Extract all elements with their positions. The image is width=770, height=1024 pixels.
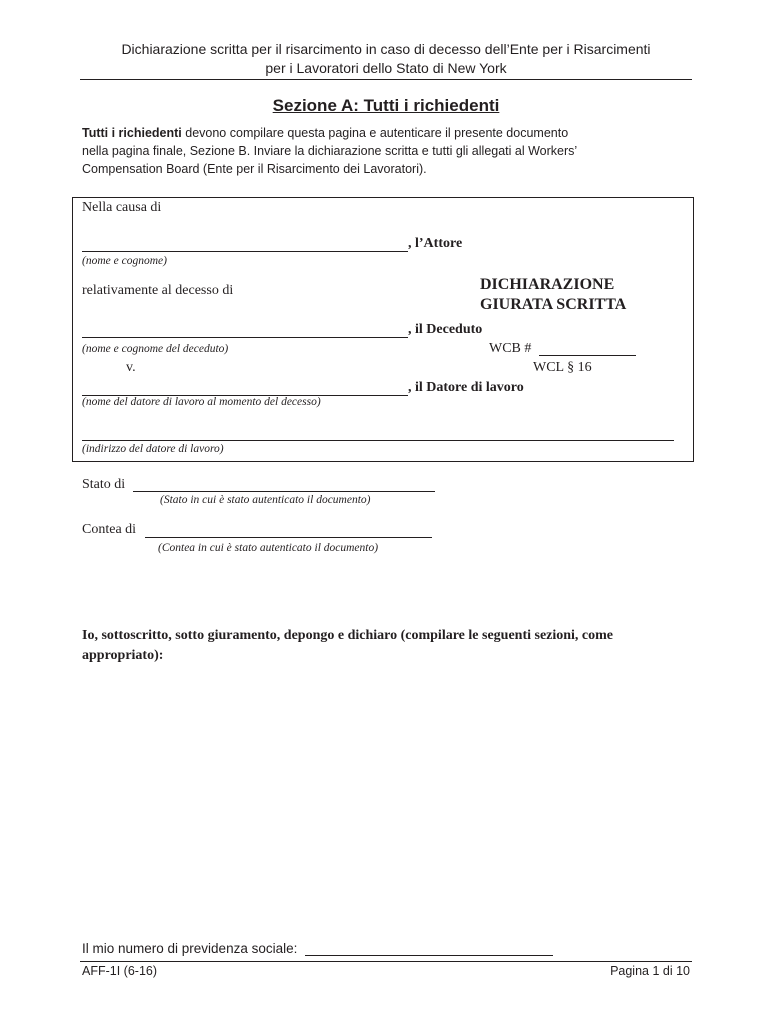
ssn-label: Il mio numero di previdenza sociale:: [82, 941, 298, 956]
intro-line2: nella pagina finale, Sezione B. Inviare la dichiarazione scritta e tutti gli allegati al Workers’: [82, 144, 578, 158]
employer-hint: (nome del datore di lavoro al momento del decesso): [82, 396, 321, 408]
form-code: AFF-1I (6-16): [82, 964, 158, 978]
plaintiff-label: , l’Attore: [408, 236, 463, 251]
oath-line1: Io, sottoscritto, sotto giuramento, depongo e dichiaro (compilare le seguenti sezioni, come: [82, 628, 614, 643]
header-title-line2: per i Lavoratori dello Stato di New York: [265, 60, 507, 76]
page-number: Pagina 1 di 10: [610, 964, 690, 978]
employer-address-field[interactable]: [82, 440, 674, 441]
wcb-number-field[interactable]: [539, 355, 636, 356]
section-heading: Sezione A: Tutti i richiedenti: [272, 96, 500, 115]
county-label: Contea di: [82, 522, 137, 537]
regarding-death-label: relativamente al decesso di: [82, 283, 234, 298]
employer-address-hint: (indirizzo del datore di lavoro): [82, 443, 224, 455]
deceased-hint: (nome e cognome del deceduto): [82, 343, 229, 355]
county-field[interactable]: [145, 537, 432, 538]
deceased-label: , il Deceduto: [408, 322, 483, 337]
document-header: [80, 40, 692, 78]
state-label: Stato di: [82, 477, 126, 492]
doc-title-line1: DICHIARAZIONE: [480, 276, 615, 293]
header-divider: [80, 79, 692, 80]
footer-divider: [80, 961, 692, 962]
versus-label: v.: [126, 360, 136, 375]
oath-line2: appropriato):: [82, 648, 164, 663]
county-hint: (Contea in cui è stato autenticato il documento): [158, 542, 379, 554]
plaintiff-hint: (nome e cognome): [82, 255, 167, 267]
header-title-line1: Dichiarazione scritta per il risarcimento in caso di decesso dell’Ente per i Risarcimenti: [121, 41, 651, 57]
wcb-number-label: WCB #: [489, 341, 532, 356]
intro-line1: devono compilare questa pagina e autenticare il presente documento: [181, 126, 569, 140]
state-hint: (Stato in cui è stato autenticato il documento): [160, 494, 371, 506]
plaintiff-name-field[interactable]: [82, 251, 408, 252]
intro-paragraph: [82, 124, 682, 178]
state-field[interactable]: [133, 491, 435, 492]
intro-line3: Compensation Board (Ente per il Risarcimento dei Lavoratori).: [82, 162, 427, 176]
case-caption-box: [72, 197, 694, 462]
in-the-matter-label: Nella causa di: [82, 200, 162, 215]
doc-title-line2: GIURATA SCRITTA: [480, 296, 627, 313]
wcl-section-label: WCL § 16: [533, 360, 592, 375]
ssn-field[interactable]: [305, 955, 553, 956]
deceased-name-field[interactable]: [82, 337, 408, 338]
oath-statement: [82, 626, 682, 666]
employer-label: , il Datore di lavoro: [408, 380, 524, 395]
document-type-title: [480, 275, 626, 315]
intro-bold: Tutti i richiedenti: [82, 126, 182, 140]
